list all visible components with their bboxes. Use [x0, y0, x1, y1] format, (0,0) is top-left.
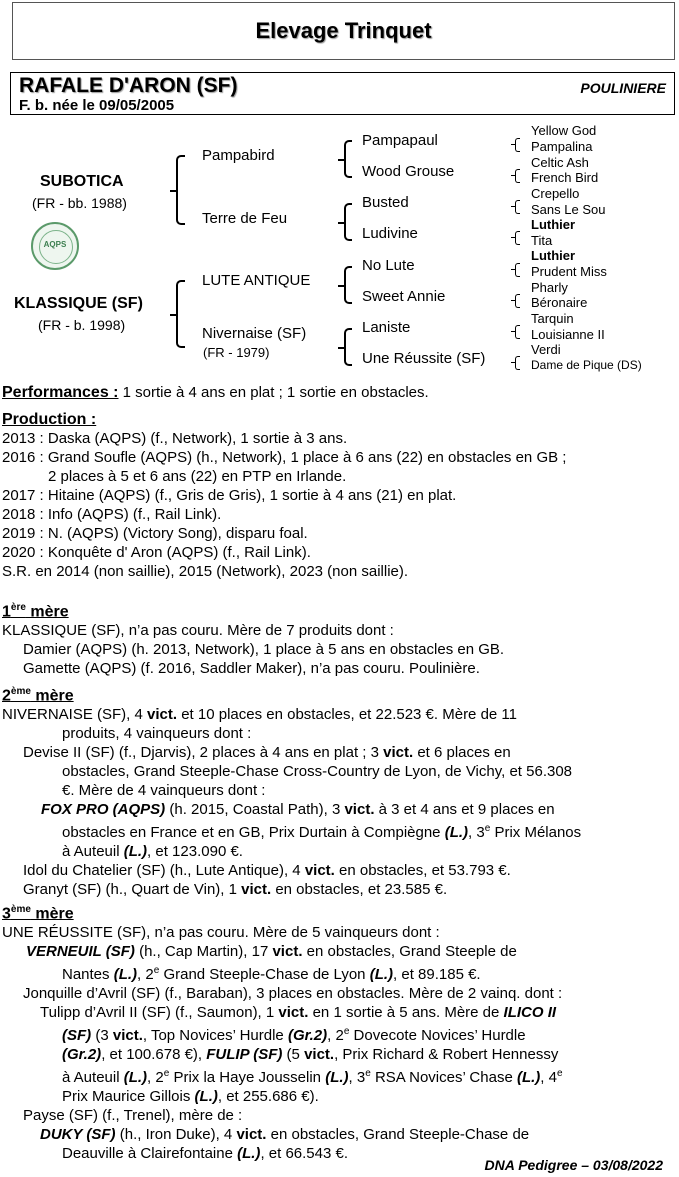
text-line: Idol du Chatelier (SF) (h., Lute Antique), 4 vict. en obstacles, et 53.793 €.	[23, 862, 511, 880]
brace	[515, 169, 520, 183]
brace	[344, 266, 352, 304]
seal-label: AQPS	[43, 240, 67, 249]
sire-name: SUBOTICA	[40, 173, 124, 190]
aqps-seal-icon	[31, 222, 79, 270]
production-line: 2019 : N. (AQPS) (Victory Song), disparu foal.	[2, 525, 308, 542]
production-line: 2013 : Daska (AQPS) (f., Network), 1 sortie à 3 ans.	[2, 430, 348, 447]
text-line: obstacles, Grand Steeple-Chase Cross-Country de Lyon, de Vichy, et 56.308	[62, 763, 573, 781]
text-line: €. Mère de 4 vainqueurs dont :	[62, 782, 266, 800]
footer: DNA Pedigree – 03/08/2022	[484, 1157, 663, 1173]
gen2-name: LUTE ANTIQUE	[202, 272, 311, 289]
text-line: (SF) (3 vict., Top Novices’ Hurdle (Gr.2), 2e Dovecote Novices’ Hurdle	[62, 1026, 526, 1045]
brace	[515, 325, 520, 339]
brace	[344, 140, 352, 178]
brace	[176, 155, 185, 225]
text-line: Nantes (L.), 2e Grand Steeple-Chase de Lyon (L.), et 89.185 €.	[62, 965, 481, 984]
gen4-name: French Bird	[531, 170, 599, 185]
production-line: 2017 : Hitaine (AQPS) (f., Gris de Gris), 1 sortie à 4 ans (21) en plat.	[2, 487, 457, 504]
text-line: Payse (SF) (f., Trenel), mère de :	[23, 1107, 243, 1125]
gen2-name: Terre de Feu	[202, 210, 288, 227]
gen4-name: Béronaire	[531, 295, 588, 310]
text-line: UNE RÉUSSITE (SF), n’a pas couru. Mère de 5 vainqueurs dont :	[2, 924, 440, 942]
text-line: Deauville à Clairefontaine (L.), et 66.543 €.	[62, 1145, 349, 1163]
gen4-name: Tita	[531, 233, 553, 248]
production-line: 2 places à 5 et 6 ans (22) en PTP en Irlande.	[48, 468, 347, 485]
brace	[515, 231, 520, 245]
brace	[515, 138, 520, 152]
section-heading: 3ème mère	[2, 904, 74, 923]
text-line: VERNEUIL (SF) (h., Cap Martin), 17 vict. en obstacles, Grand Steeple de	[26, 943, 517, 961]
text-line: obstacles en France et en GB, Prix Durtain à Compiègne (L.), 3e Prix Mélanos	[62, 823, 582, 842]
gen2-desc: (FR - 1979)	[203, 345, 270, 360]
production-label: Production :	[2, 411, 97, 428]
text-line: à Auteuil (L.), et 123.090 €.	[62, 843, 243, 861]
text-line: Prix Maurice Gillois (L.), et 255.686 €).	[62, 1088, 319, 1106]
gen3-name: Pampapaul	[362, 132, 438, 149]
gen4-name: Luthier	[531, 217, 576, 232]
production-line: 2016 : Grand Soufle (AQPS) (h., Network), 1 place à 6 ans (22) en obstacles en GB ;	[2, 449, 567, 466]
gen3-name: No Lute	[362, 257, 415, 274]
third-dam-section	[2, 900, 664, 1163]
title-box	[12, 2, 675, 60]
gen4-name: Pampalina	[531, 139, 593, 154]
gen3-name: Wood Grouse	[362, 163, 455, 180]
text-line: FOX PRO (AQPS) (h. 2015, Coastal Path), 3 vict. à 3 et 4 ans et 9 places en	[41, 801, 555, 819]
second-dam-section	[2, 682, 664, 899]
gen4-name: Luthier	[531, 248, 576, 263]
first-dam-section	[2, 598, 664, 678]
performances-label: Performances :	[2, 384, 119, 401]
text-line: NIVERNAISE (SF), 4 vict. et 10 places en obstacles, et 22.523 €. Mère de 11	[2, 706, 517, 724]
text-line: (Gr.2), et 100.678 €), FULIP (SF) (5 vict., Prix Richard & Robert Hennessy	[62, 1046, 559, 1064]
page-title: Elevage Trinquet	[255, 18, 432, 43]
horse-header	[10, 72, 675, 115]
gen4-name: Verdi	[531, 342, 561, 357]
gen4-name: Louisianne II	[531, 327, 605, 342]
gen2-name: Nivernaise (SF)	[202, 325, 307, 342]
gen4-name: Celtic Ash	[531, 155, 589, 170]
brace	[515, 294, 520, 308]
text-line: DUKY (SF) (h., Iron Duke), 4 vict. en obstacles, Grand Steeple-Chase de	[40, 1126, 530, 1144]
gen4-name: Yellow God	[531, 123, 597, 138]
gen3-name: Sweet Annie	[362, 288, 446, 305]
brace	[515, 200, 520, 214]
brace	[176, 280, 185, 348]
brace	[344, 328, 352, 366]
section-heading: 1ère mère	[2, 602, 69, 621]
text-line: Devise II (SF) (f., Djarvis), 2 places à 4 ans en plat ; 3 vict. et 6 places en	[23, 744, 511, 762]
text-line: Damier (AQPS) (h. 2013, Network), 1 place à 5 ans en obstacles en GB.	[23, 641, 505, 659]
production-line: 2018 : Info (AQPS) (f., Rail Link).	[2, 506, 222, 523]
dam-name: KLASSIQUE (SF)	[14, 295, 143, 312]
text-line: Granyt (SF) (h., Quart de Vin), 1 vict. en obstacles, et 23.585 €.	[23, 881, 448, 899]
gen4-name: Tarquin	[531, 311, 574, 326]
brace	[515, 356, 520, 370]
production	[2, 410, 664, 581]
gen2-name: Pampabird	[202, 147, 275, 164]
brace	[344, 203, 352, 241]
gen4-name: Sans Le Sou	[531, 202, 606, 217]
horse-type: POULINIERE	[580, 80, 666, 96]
performances	[2, 383, 664, 402]
text-line: Tulipp d’Avril II (SF) (f., Saumon), 1 vict. en 1 sortie à 5 ans. Mère de ILICO II	[40, 1004, 557, 1022]
performances-text: 1 sortie à 4 ans en plat ; 1 sortie en obstacles.	[118, 384, 429, 401]
sire-desc: (FR - bb. 1988)	[32, 195, 127, 211]
text-line: Jonquille d’Avril (SF) (f., Baraban), 3 places en obstacles. Mère de 2 vainq. dont :	[23, 985, 563, 1003]
brace	[515, 263, 520, 277]
gen3-name: Une Réussite (SF)	[362, 350, 486, 367]
gen4-name: Pharly	[531, 280, 568, 295]
gen4-name: Crepello	[531, 186, 580, 201]
gen4-name: Prudent Miss	[531, 264, 607, 279]
dam-desc: (FR - b. 1998)	[38, 317, 126, 333]
text-line: à Auteuil (L.), 2e Prix la Haye Jousselin (L.), 3e RSA Novices’ Chase (L.), 4e	[62, 1068, 563, 1087]
gen3-name: Ludivine	[362, 225, 418, 242]
text-line: KLASSIQUE (SF), n’a pas couru. Mère de 7 produits dont :	[2, 622, 394, 640]
production-line: 2020 : Konquête d' Aron (AQPS) (f., Rail Link).	[2, 544, 311, 561]
gen3-name: Busted	[362, 194, 409, 211]
horse-description: F. b. née le 09/05/2005	[19, 97, 175, 114]
gen4-name: Dame de Pique (DS)	[531, 358, 642, 372]
section-heading: 2ème mère	[2, 686, 74, 705]
gen3-name: Laniste	[362, 319, 411, 336]
text-line: Gamette (AQPS) (f. 2016, Saddler Maker), n’a pas couru. Poulinière.	[23, 660, 480, 678]
production-line: S.R. en 2014 (non saillie), 2015 (Network), 2023 (non saillie).	[2, 563, 409, 580]
horse-name: RAFALE D'ARON (SF)	[19, 74, 238, 97]
text-line: produits, 4 vainqueurs dont :	[62, 725, 252, 743]
